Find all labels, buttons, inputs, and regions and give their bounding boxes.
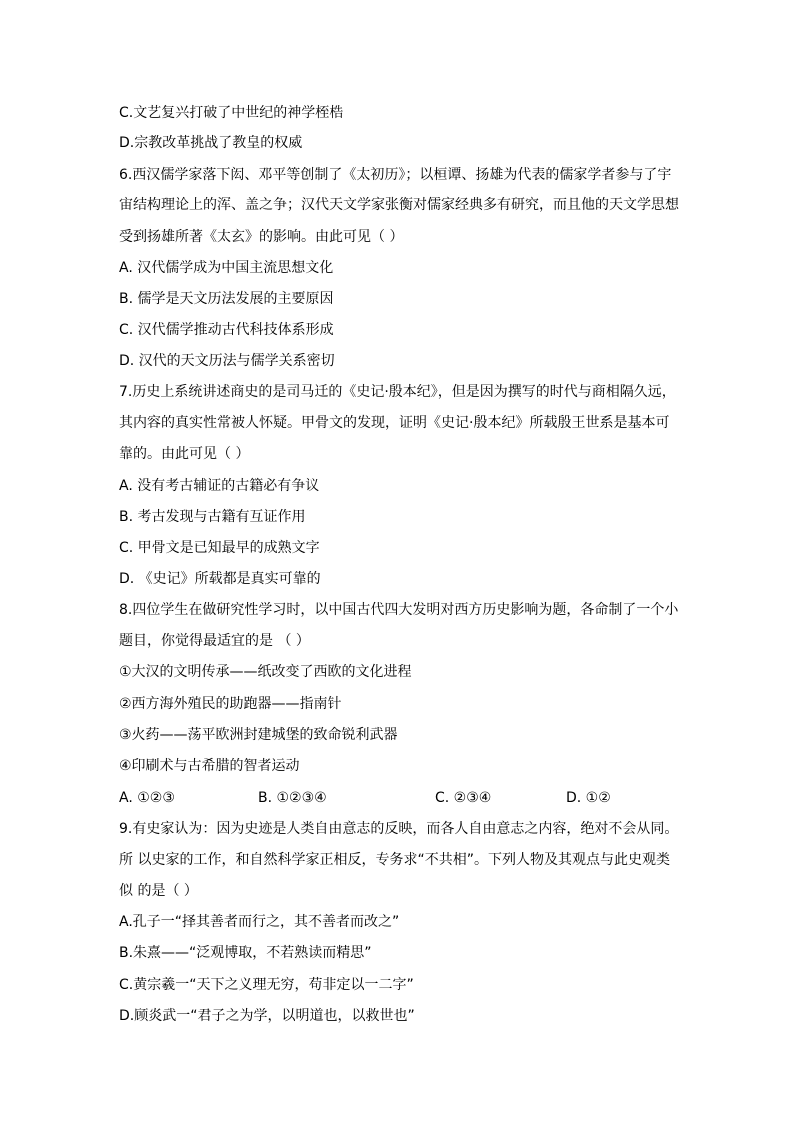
q5-option-c: C.文艺复兴打破了中世纪的神学桎梏 — [119, 105, 344, 121]
q6-stem-line-1: 6.西汉儒学家落下闳、邓平等创制了《太初历》；以桓谭、扬雄为代表的儒家学者参与了宇 — [119, 167, 672, 183]
q7-option-c: C. 甲骨文是已知最早的成熟文字 — [119, 540, 320, 556]
q9-stem-line-1: 9.有史家认为：因为史迹是人类自由意志的反映，而各人自由意志之内容，绝对不会从同。 — [119, 821, 679, 837]
q7-stem-line-3: 靠的。由此可见（ ） — [119, 446, 250, 462]
q9-stem-line-2: 所 以史家的工作，和自然科学家正相反，专务求“不共相”。下列人物及其观点与此史观类 — [119, 852, 670, 868]
q6-option-b: B. 儒学是天文历法发展的主要原因 — [119, 291, 334, 307]
q8-item-3: ③火药——荡平欧洲封建城堡的致命锐利武器 — [119, 727, 398, 743]
q7-stem-line-2: 其内容的真实性常被人怀疑。甲骨文的发现，证明《史记·殷本纪》所载殷王世系是基本可 — [119, 415, 670, 431]
q9-option-c: C.黄宗羲一“天下之义理无穷，苟非定以一二字” — [119, 977, 414, 993]
q8-stem-line-2: 题目，你觉得最适宜的是 （ ） — [119, 633, 310, 649]
q8-options-row — [119, 788, 679, 808]
q8-option-d: D. ①② — [566, 790, 611, 806]
q7-option-a: A. 没有考古辅证的古籍必有争议 — [119, 478, 320, 494]
q9-option-b: B.朱熹——“泛观博取，不若熟读而精思” — [119, 945, 372, 961]
q6-stem-line-3: 受到扬雄所著《太玄》的影响。由此可见（ ） — [119, 229, 404, 245]
q6-option-a: A. 汉代儒学成为中国主流思想文化 — [119, 260, 334, 276]
q7-stem-line-1: 7.历史上系统讲述商史的是司马迁的《史记·殷本纪》，但是因为撰写的时代与商相隔久远， — [119, 384, 676, 400]
q8-item-4: ④印刷术与古希腊的智者运动 — [119, 758, 300, 774]
q8-option-c: C. ②③④ — [435, 790, 492, 806]
q9-stem-line-3: 似 的是（ ） — [119, 883, 198, 899]
q6-option-d: D. 汉代的天文历法与儒学关系密切 — [119, 353, 335, 369]
q6-option-c: C. 汉代儒学推动古代科技体系形成 — [119, 322, 334, 338]
q8-option-a: A. ①②③ — [119, 790, 175, 806]
q8-item-1: ①大汉的文明传承——纸改变了西欧的文化进程 — [119, 664, 412, 680]
q9-option-a: A.孔子一“择其善者而行之，其不善者而改之” — [119, 914, 400, 930]
q8-stem-line-1: 8.四位学生在做研究性学习时，以中国古代四大发明对西方历史影响为题，各命制了一个小 — [119, 602, 679, 618]
q8-item-2: ②西方海外殖民的助跑器——指南针 — [119, 696, 342, 712]
q5-option-d: D.宗教改革挑战了教皇的权威 — [119, 135, 303, 151]
q7-option-b: B. 考古发现与古籍有互证作用 — [119, 509, 306, 525]
q8-option-b: B. ①②③④ — [258, 790, 327, 806]
q7-option-d: D. 《史记》所载都是真实可靠的 — [119, 571, 321, 587]
q9-option-d: D.顾炎武一“君子之为学，以明道也，以救世也” — [119, 1008, 415, 1024]
q6-stem-line-2: 宙结构理论上的浑、盖之争；汉代天文学家张衡对儒家经典多有研究，而且他的天文学思想 — [119, 197, 679, 213]
